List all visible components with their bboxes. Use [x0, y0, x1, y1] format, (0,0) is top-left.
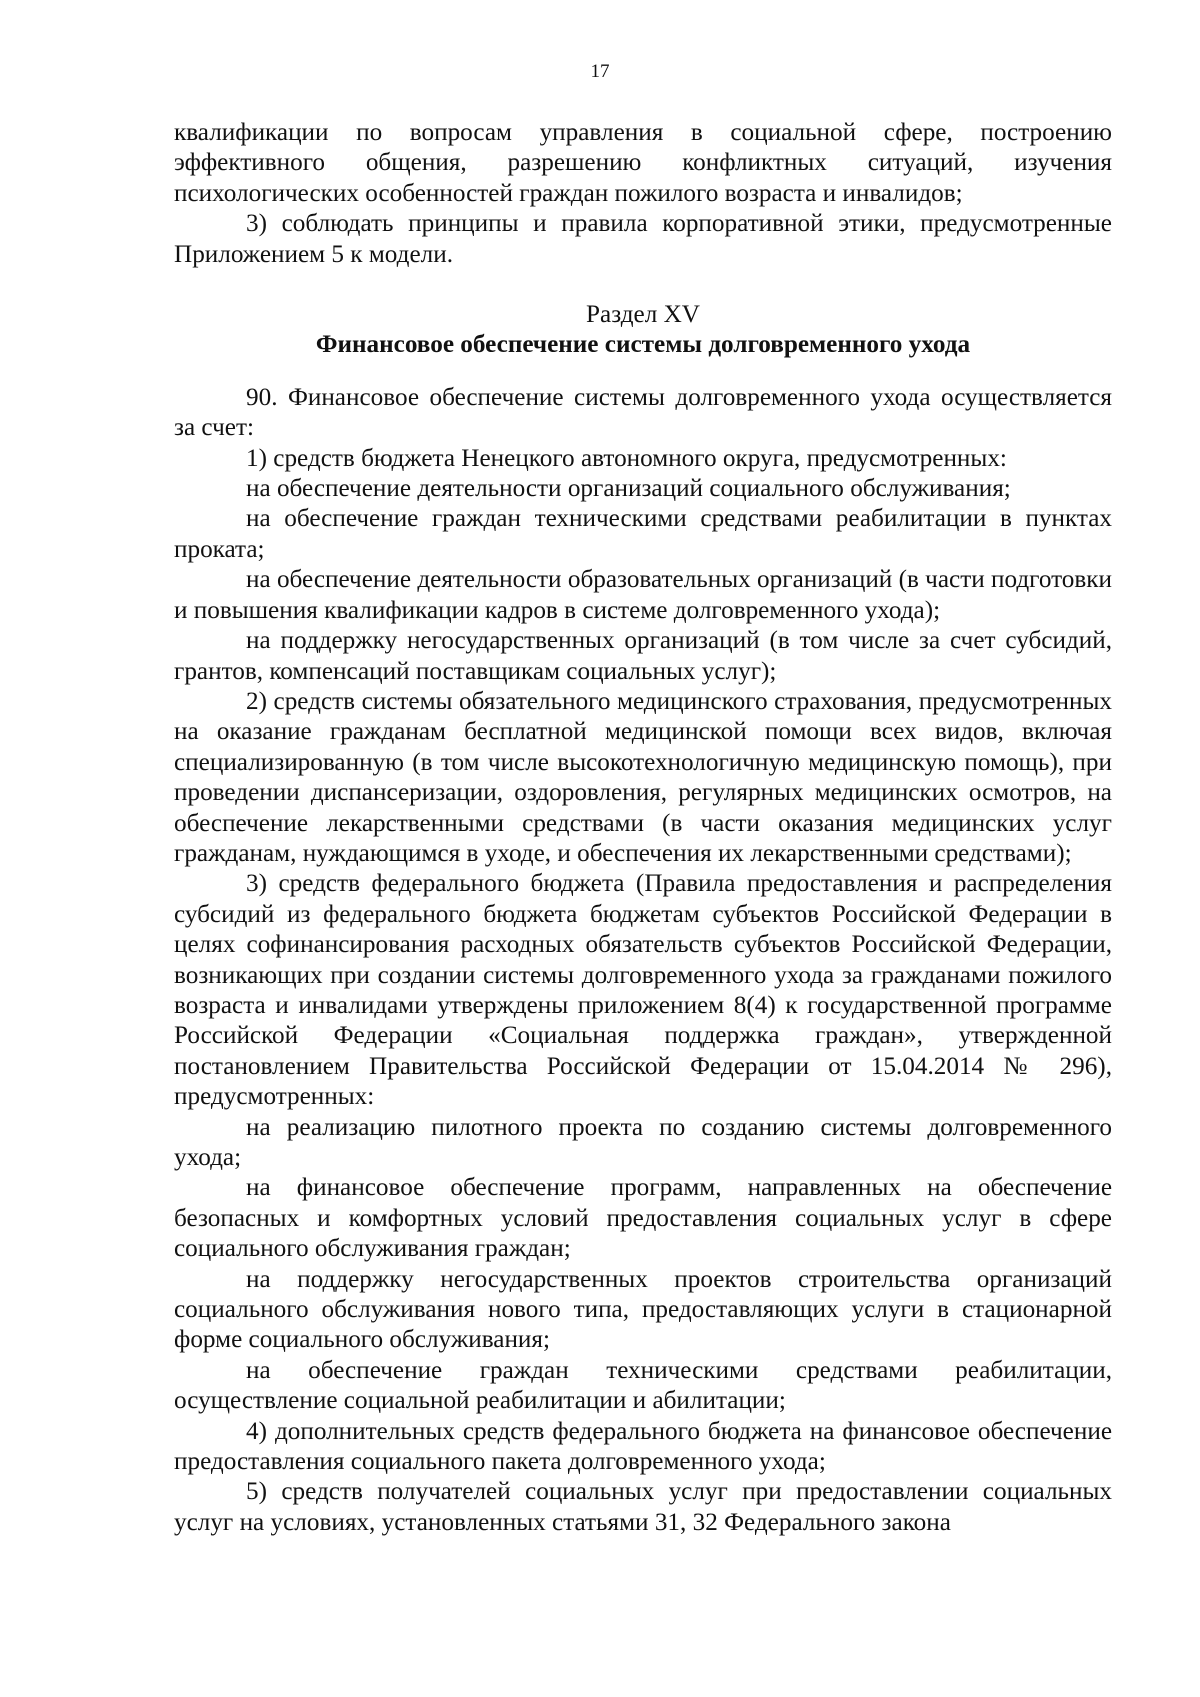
paragraphs-before-section: [174, 118, 1112, 270]
paragraph: на обеспечение граждан техническими средствами реабилитации в пунктах проката;: [174, 505, 1112, 563]
heading-spacer: [174, 361, 1112, 383]
section-heading: [174, 300, 1112, 361]
paragraph: 3) соблюдать принципы и правила корпоративной этики, предусмотренные Приложением 5 к модели.: [174, 210, 1112, 268]
page-number: 17: [590, 61, 610, 82]
paragraphs-after-section: [174, 383, 1112, 1538]
paragraph: на поддержку негосударственных организаций (в том числе за счет субсидий, грантов, компенсаций поставщикам социальных услуг);: [174, 627, 1112, 685]
section-title: Финансовое обеспечение системы долговременного ухода: [315, 331, 971, 359]
paragraph: квалификации по вопросам управления в социальной сфере, построению эффективного общения, разрешению конфликтных ситуаций, изучения психологических особенностей граждан пожилого возраста и инвалидов;: [174, 119, 1112, 207]
paragraph: на обеспечение граждан техническими средствами реабилитации, осуществление социальной реабилитации и абилитации;: [174, 1356, 1112, 1415]
document-body: [174, 118, 1112, 1538]
paragraph: на финансовое обеспечение программ, направленных на обеспечение безопасных и комфортных условий предоставления социальных услуг в сфере социального обслуживания граждан;: [174, 1174, 1112, 1263]
paragraph: 3) средств федерального бюджета (Правила предоставления и распределения субсидий из федерального бюджета бюджетам субъектов Российской Федерации в целях софинансирования расходных обязательств субъектов Российской Федерации, возникающих при создании системы долговременного ухода за гражданами пожилого возраста и инвалидами утверждены приложением 8(4) к государственной программе Российской Федерации «Социальная поддержка граждан», утвержденной постановлением Правительства Российской Федерации от 15.04.2014 № 296), предусмотренных:: [174, 870, 1112, 1111]
paragraph: 5) средств получателей социальных услуг при предоставлении социальных услуг на условиях, установленных статьями 31, 32 Федерального закона: [174, 1478, 1112, 1536]
paragraph: на поддержку негосударственных проектов строительства организаций социального обслуживания нового типа, предоставляющих услуги в стационарной форме социального обслуживания;: [174, 1265, 1112, 1354]
section-label: Раздел XV: [586, 301, 700, 329]
paragraph: на обеспечение деятельности организаций социального обслуживания;: [246, 475, 1011, 503]
paragraph: 4) дополнительных средств федерального бюджета на финансовое обеспечение предоставления социального пакета долговременного ухода;: [174, 1417, 1112, 1476]
paragraph: на реализацию пилотного проекта по созданию системы долговременного ухода;: [174, 1113, 1112, 1171]
paragraph: 1) средств бюджета Ненецкого автономного округа, предусмотренных:: [246, 444, 1007, 472]
paragraph: на обеспечение деятельности образовательных организаций (в части подготовки и повышения квалификации кадров в системе долговременного ухода);: [174, 566, 1112, 624]
paragraph: 90. Финансовое обеспечение системы долговременного ухода осуществляется за счет:: [174, 383, 1112, 442]
paragraph: 2) средств системы обязательного медицинского страхования, предусмотренных на оказание гражданам бесплатной медицинской помощи всех видов, включая специализированную (в том числе высокотехнологичную медицинскую помощь), при проведении диспансеризации, оздоровления, регулярных медицинских осмотров, на обеспечение лекарственными средствами (в части оказания медицинских услуг гражданам, нуждающимся в уходе, и обеспечения их лекарственными средствами);: [174, 687, 1112, 867]
